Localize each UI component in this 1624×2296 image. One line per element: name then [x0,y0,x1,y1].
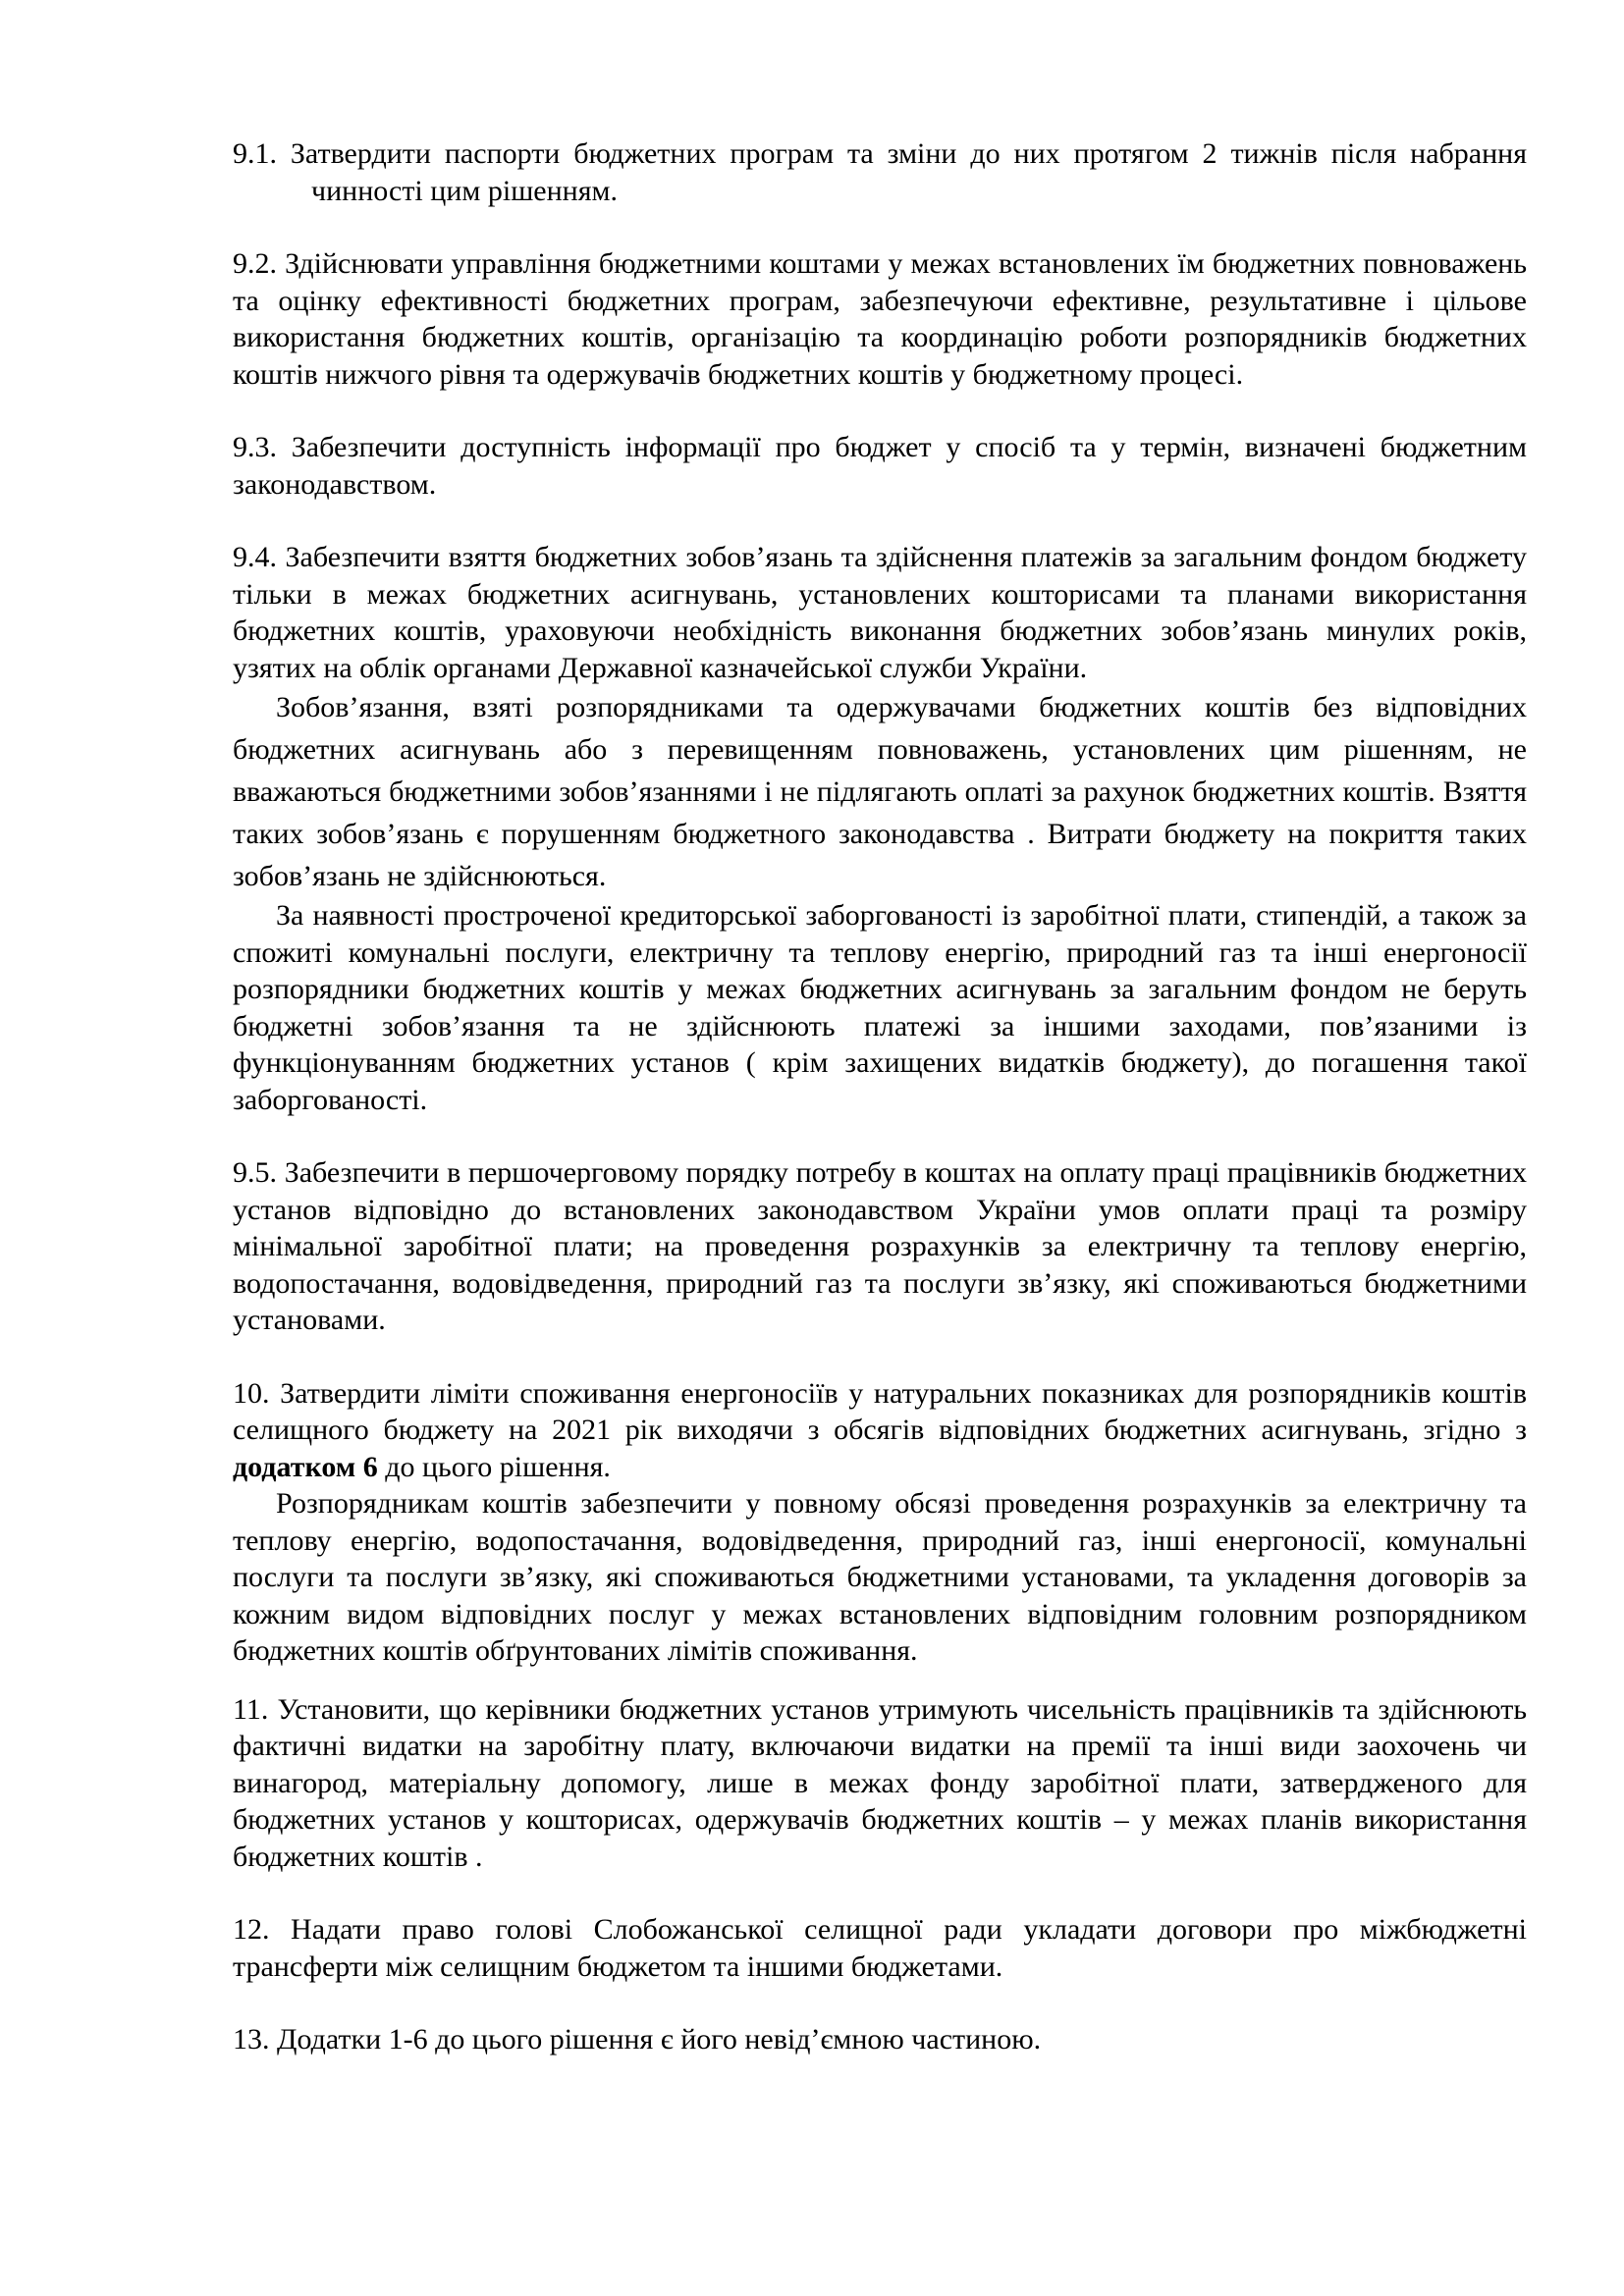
paragraph-spacer [233,1875,1527,1911]
paragraph-9-4-obligations: Зобов’язання, взяті розпорядниками та одержувачами бюджетних коштів без відповідних бюджетних асигнувань або з перевищенням повноважень, установлених цим рішенням, не вважаються бюджетними зобов’язаннями і не підлягають оплаті за рахунок бюджетних коштів. Взяття таких зобов’язань є порушенням бюджетного законодавства . Витрати бюджету на покриття таких зобов’язань не здійснюються. [233,691,1527,892]
paragraph-13: 13. Додатки 1-6 до цього рішення є його невід’ємною частиною. [233,2023,1042,2056]
paragraph-10-settlements: Розпорядникам коштів забезпечити у повному обсязі проведення розрахунків за електричну та теплову енергію, водопостачання, водовідведення, природний газ, інші енергоносії, комунальні послуги та послуги зв’язку, які споживаються бюджетними установами, та укладення договорів за кожним видом відповідних послуг у межах встановлених відповідним головним розпорядником бюджетних коштів обґрунтованих лімітів споживання. [233,1487,1527,1667]
paragraph-10-text: 10. Затвердити ліміти споживання енергоносіїв у натуральних показниках для розпорядників коштів селищного бюджету на 2021 рік виходячи з обсягів відповідних бюджетних асигнувань, згідно з [233,1376,1527,1446]
paragraph-spacer [233,1670,1527,1691]
paragraph-11: 11. Установити, що керівники бюджетних установ утримують чисельність працівників та здійснюють фактичні видатки на заробітну плату, включаючи видатки на премії та інші види заохочень чи винагород, матеріальну допомогу, лише в межах фонду заробітної плати, затвердженого для бюджетних установ у кошторисах, одержувачів бюджетних коштів – у межах планів використання бюджетних коштів . [233,1692,1527,1873]
paragraph-spacer [233,1985,1527,2021]
paragraph-9-5: 9.5. Забезпечити в першочерговому порядку потребу в коштах на оплату праці працівників бюджетних установ відповідно до встановлених законодавством України умов оплати праці та розміру мінімальної заробітної плати; на проведення розрахунків за електричну та теплову енергію, водопостачання, водовідведення, природний газ та послуги зв’язку, які споживаються бюджетними установами. [233,1156,1527,1336]
paragraph-10 [233,1375,1527,1486]
paragraph-spacer [233,209,1527,245]
paragraph-12: 12. Надати право голові Слобожанської селищної ради укладати договори про міжбюджетні трансферти між селищним бюджетом та іншими бюджетами. [233,1913,1527,1983]
paragraph-spacer [233,503,1527,539]
paragraph-9-4: 9.4. Забезпечити взяття бюджетних зобов’язань та здійснення платежів за загальним фондом бюджету тільки в межах бюджетних асигнувань, установлених кошторисами та планами використання бюджетних коштів, ураховуючи необхідність виконання бюджетних зобов’язань минулих років, узятих на облік органами Державної казначейської служби України. [233,541,1527,684]
paragraph-spacer [233,1118,1527,1154]
document-page [233,135,1527,2058]
appendix-6-reference: додатком 6 [233,1450,378,1483]
paragraph-10-text-end: до цього рішення. [377,1450,611,1483]
paragraph-9-1: 9.1. Затвердити паспорти бюджетних програм та зміни до них протягом 2 тижнів після набрання чинності цим рішенням. [233,137,1527,207]
paragraph-spacer [233,393,1527,429]
paragraph-9-4-arrears: За наявності простроченої кредиторської заборгованості із заробітної плати, стипендій, а також за спожиті комунальні послуги, електричну та теплову енергію, природний газ та інші енергоносії розпорядники бюджетних коштів у межах бюджетних асигнувань за загальним фондом не беруть бюджетні зобов’язання та не здійснюють платежі за іншими заходами, пов’язаними із функціонуванням бюджетних установ ( крім захищених видатків бюджету), до погашення такої заборгованості. [233,899,1527,1116]
paragraph-spacer [233,1339,1527,1375]
paragraph-9-3: 9.3. Забезпечити доступність інформації про бюджет у спосіб та у термін, визначені бюджетним законодавством. [233,431,1527,501]
paragraph-9-2: 9.2. Здійснювати управління бюджетними коштами у межах встановлених їм бюджетних повноважень та оцінку ефективності бюджетних програм, забезпечуючи ефективне, результативне і цільове використання бюджетних коштів, організацію та координацію роботи розпорядників бюджетних коштів нижчого рівня та одержувачів бюджетних коштів у бюджетному процесі. [233,247,1527,391]
